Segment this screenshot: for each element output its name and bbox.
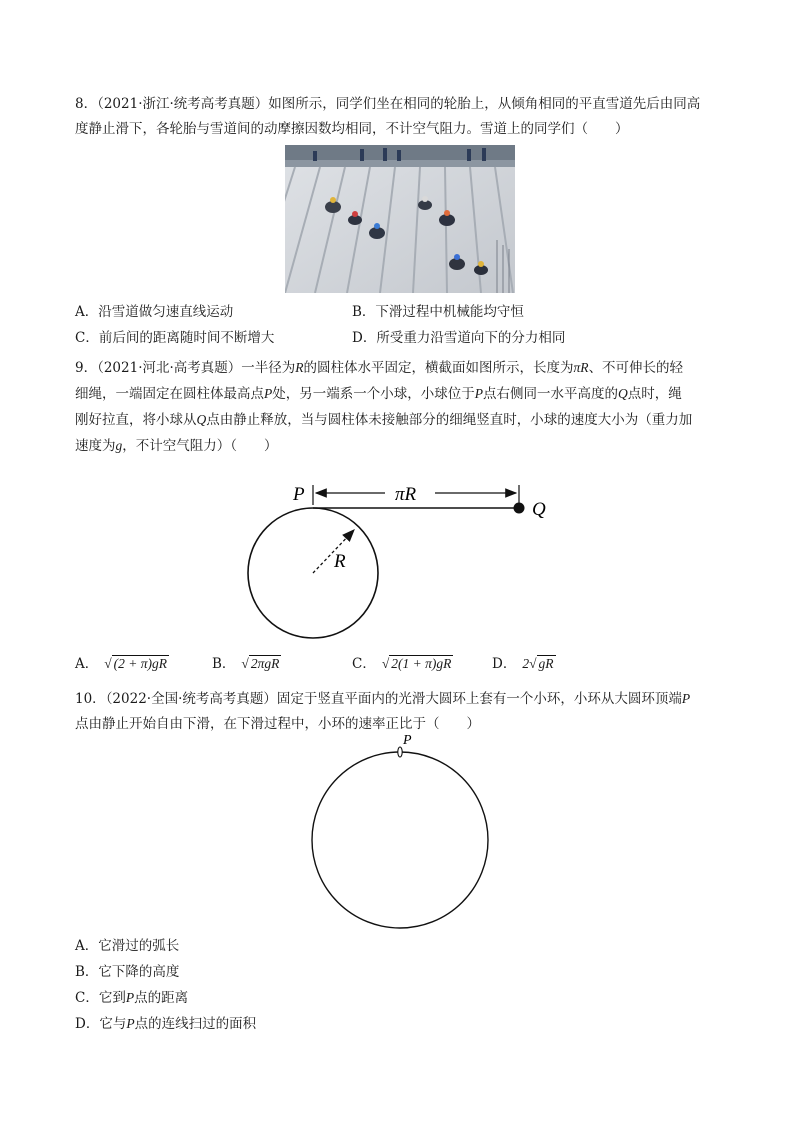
q9-var-piR: πR xyxy=(573,360,589,375)
q9-option-b-expr: 2πgR xyxy=(250,656,280,671)
q9-var-g: g xyxy=(115,438,123,453)
q9-fig-label-R: R xyxy=(334,551,346,572)
q8-option-a: A．沿雪道做匀速直线运动 xyxy=(75,304,234,320)
q9-stem-line1 xyxy=(75,356,683,380)
sqrt-symbol: √ xyxy=(241,656,249,671)
q10-option-c-text: 点的距离 xyxy=(134,990,189,1006)
q9-var-P: P xyxy=(474,386,483,401)
q9-var-Q: Q xyxy=(196,412,207,427)
q9-option-c xyxy=(352,653,453,675)
q9-option-label: A． xyxy=(75,656,99,672)
q9-text: 速度为 xyxy=(75,438,116,454)
q10-text: 固定于竖直平面内的光滑大圆环上套有一个小环，小环从大圆环顶端 xyxy=(276,691,682,707)
q9-source: （2021·河北·高考真题） xyxy=(97,360,242,376)
q9-option-d-expr: gR xyxy=(538,656,554,671)
q10-figure-svg xyxy=(300,733,500,933)
q8-option-b: B．下滑过程中机械能均守恒 xyxy=(352,304,524,320)
q8-stem-line1 xyxy=(75,92,700,116)
q10-option-label: C． xyxy=(75,990,99,1006)
q9-figure-svg xyxy=(235,475,565,650)
q10-option-label: A． xyxy=(75,938,99,954)
q10-text: 点由静止开始自由下滑，在下滑过程中，小环的速率正比于（ ） xyxy=(75,716,480,732)
q9-fig-label-P: P xyxy=(293,484,305,505)
q9-text: 刚好拉直，将小球从 xyxy=(75,412,197,428)
q10-option-d-text: 点的连线扫过的面积 xyxy=(134,1016,257,1032)
q10-fig-label-P: P xyxy=(403,733,412,748)
q9-fig-label-piR: πR xyxy=(395,484,417,505)
q10-option-label: D． xyxy=(75,1016,100,1032)
q10-option-c-text: 它到 xyxy=(98,990,126,1006)
q9-text: 点由静止释放，当与圆柱体未接触部分的细绳竖直时，小球的速度大小为（重力加 xyxy=(206,412,693,428)
q8-stem-line2 xyxy=(75,117,629,141)
q9-fig-label-Q: Q xyxy=(532,499,546,520)
q9-var-P: P xyxy=(264,386,273,401)
q10-option-d-text: 它与 xyxy=(99,1016,127,1032)
q10-option-b-text: 它下降的高度 xyxy=(98,964,180,980)
q8-photo-svg xyxy=(285,145,515,293)
q8-option-d: D．所受重力沿雪道向下的分力相同 xyxy=(352,330,566,346)
q10-option-c xyxy=(75,987,188,1009)
q8-source: （2021·浙江·统考高考真题） xyxy=(97,96,269,112)
q10-var-P: P xyxy=(126,1016,135,1031)
sqrt-symbol: √ xyxy=(104,656,112,671)
q10-small-ring xyxy=(398,747,402,757)
q10-var-P: P xyxy=(125,990,135,1005)
q9-text: 一半径为 xyxy=(241,360,296,376)
q8-stem-text2: 度静止滑下，各轮胎与雪道间的动摩擦因数均相同，不计空气阻力。雪道上的同学们（ ） xyxy=(75,121,629,137)
q9-option-a-expr: (2 + π)gR xyxy=(113,656,168,671)
q10-option-a xyxy=(75,935,179,957)
q9-text: 、不可伸长的轻 xyxy=(588,360,684,376)
q10-number: 10． xyxy=(75,691,106,707)
q10-stem-line1 xyxy=(75,687,690,711)
q9-stem-line2 xyxy=(75,382,682,406)
q10-big-ring xyxy=(312,752,488,928)
q9-stem-line3 xyxy=(75,408,692,432)
q9-text: ，不计空气阻力）（ ） xyxy=(122,438,278,454)
q10-figure xyxy=(300,733,500,933)
q9-text: 点右侧同一水平高度的 xyxy=(483,386,618,402)
q9-figure xyxy=(235,475,565,650)
q8-number: 8． xyxy=(75,96,98,112)
q9-stem-line4 xyxy=(75,434,278,458)
q9-var-R: R xyxy=(295,360,304,375)
q9-text: 的圆柱体水平固定，横截面如图所示，长度为 xyxy=(303,360,574,376)
q9-option-label: B． xyxy=(212,656,236,672)
q9-text: 细绳，一端固定在圆柱体最高点 xyxy=(75,386,264,402)
q9-option-b xyxy=(212,653,281,675)
q9-option-label: D． xyxy=(492,656,517,672)
q9-text: 点时，绳 xyxy=(627,386,682,402)
q9-text: 处，另一端系一个小球，小球位于 xyxy=(272,386,475,402)
q10-option-d xyxy=(75,1013,256,1035)
q10-option-a-text: 它滑过的弧长 xyxy=(98,938,180,954)
q9-option-d xyxy=(492,653,556,675)
q9-ball xyxy=(514,503,525,514)
q10-option-b xyxy=(75,961,179,983)
q9-option-c-expr: 2(1 + π)gR xyxy=(391,656,452,671)
q9-option-label: C． xyxy=(352,656,376,672)
q9-var-Q: Q xyxy=(618,386,628,401)
q10-source: （2022·全国·统考高考真题） xyxy=(105,691,277,707)
sqrt-symbol: √ xyxy=(381,656,390,671)
q8-option-c: C．前后间的距离随时间不断增大 xyxy=(75,330,275,346)
q9-option-a xyxy=(75,653,169,675)
q8-stem-text1: 如图所示，同学们坐在相同的轮胎上，从倾角相同的平直雪道先后由同高 xyxy=(268,96,701,112)
q9-number: 9． xyxy=(75,360,98,376)
q8-snow-slide-photo xyxy=(285,145,515,293)
q10-var-P: P xyxy=(681,691,691,706)
sqrt-symbol: √ xyxy=(529,656,537,671)
q10-option-label: B． xyxy=(75,964,99,980)
q9-option-d-coef: 2 xyxy=(522,656,530,671)
